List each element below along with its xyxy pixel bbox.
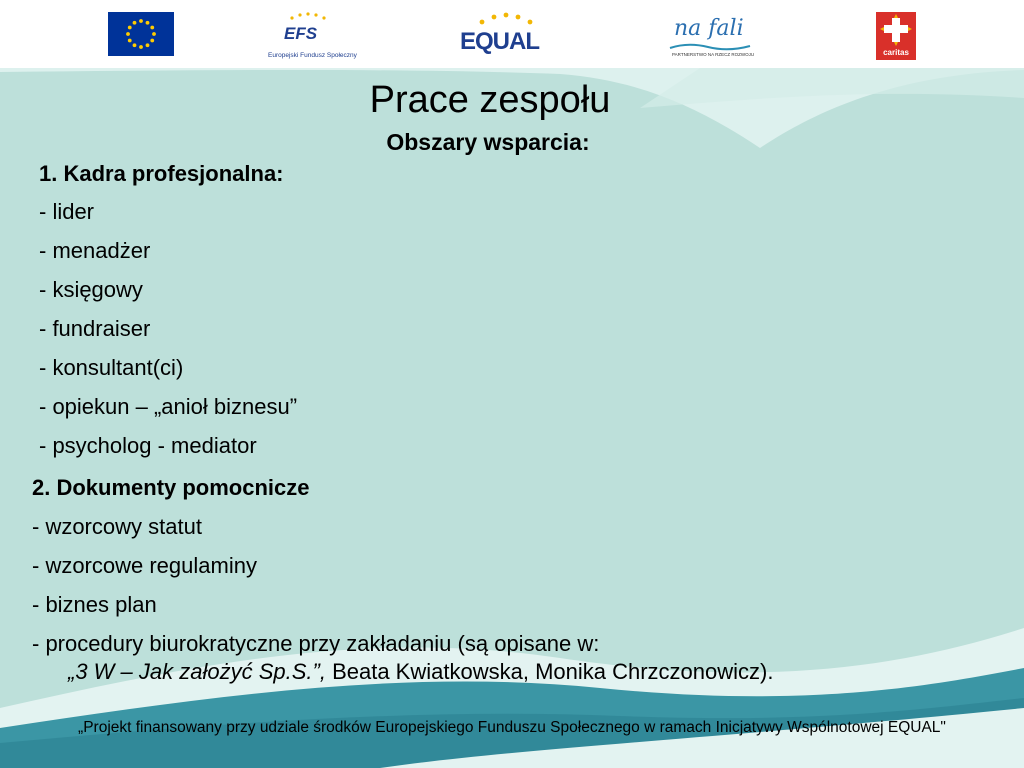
eu-star-icon (152, 32, 156, 36)
list-item: - księgowy (39, 277, 143, 302)
list-item: - lider (39, 199, 95, 224)
wave-icon (668, 42, 752, 52)
list-item: - wzorcowy statut (32, 514, 202, 539)
eu-star-icon (150, 26, 154, 30)
eu-star-icon (133, 21, 137, 25)
slide (0, 68, 1024, 768)
eu-star-icon (139, 19, 143, 23)
eu-star-icon (128, 26, 132, 30)
caritas-logo (876, 12, 916, 60)
list-item: - procedury biurokratyczne przy zakładaniu (są opisane w: (32, 631, 600, 656)
eu-star-icon (150, 39, 154, 43)
eu-star-icon (133, 43, 137, 47)
section-1-list (39, 198, 297, 460)
list-item: - psycholog - mediator (39, 433, 257, 458)
nafali-logo (668, 12, 755, 60)
slide-subtitle: Obszary wsparcia: (386, 129, 590, 155)
citation (32, 658, 773, 686)
section-2-list (32, 513, 773, 686)
eu-star-icon (146, 21, 150, 25)
eu-flag-logo (108, 12, 174, 56)
citation-title: „3 W – Jak założyć Sp.S.”, (68, 659, 326, 684)
eu-star-icon (126, 32, 130, 36)
list-item: - menadżer (39, 238, 151, 263)
list-item: - konsultant(ci) (39, 355, 184, 380)
logo-bar (0, 0, 1024, 68)
list-item: - fundraiser (39, 316, 151, 341)
eu-star-icon (146, 43, 150, 47)
equal-logo (458, 12, 546, 58)
footer-note: „Projekt finansowany przy udziale środków Europejskiego Funduszu Społecznego w ramach Inicjatywy Wspólnotowej EQUAL" (78, 719, 946, 736)
nafali-logo-caption: PARTNERSTWO NA RZECZ ROZWOJU (672, 52, 755, 57)
efs-logo-caption: Europejski Fundusz Społeczny (268, 52, 357, 59)
nafali-logo-text: na fali (674, 16, 744, 41)
list-item: - wzorcowe regulaminy (32, 553, 257, 578)
list-item: - biznes plan (32, 592, 157, 617)
section-2-heading: 2. Dokumenty pomocnicze (32, 475, 310, 500)
citation-authors: Beata Kwiatkowska, Monika Chrzczonowicz). (325, 659, 774, 684)
eu-star-icon (139, 45, 143, 49)
citation-line (32, 658, 773, 686)
efs-logo (266, 12, 358, 62)
caritas-cross-icon (876, 12, 916, 48)
eu-star-icon (128, 39, 132, 43)
list-item: - opiekun – „anioł biznesu” (39, 394, 298, 419)
efs-logo-text: EFS (284, 24, 318, 43)
equal-logo-text: EQUAL (460, 28, 539, 55)
slide-title: Prace zespołu (369, 79, 611, 121)
section-1-heading: 1. Kadra profesjonalna: (39, 161, 284, 186)
caritas-logo-text: caritas (883, 48, 909, 57)
